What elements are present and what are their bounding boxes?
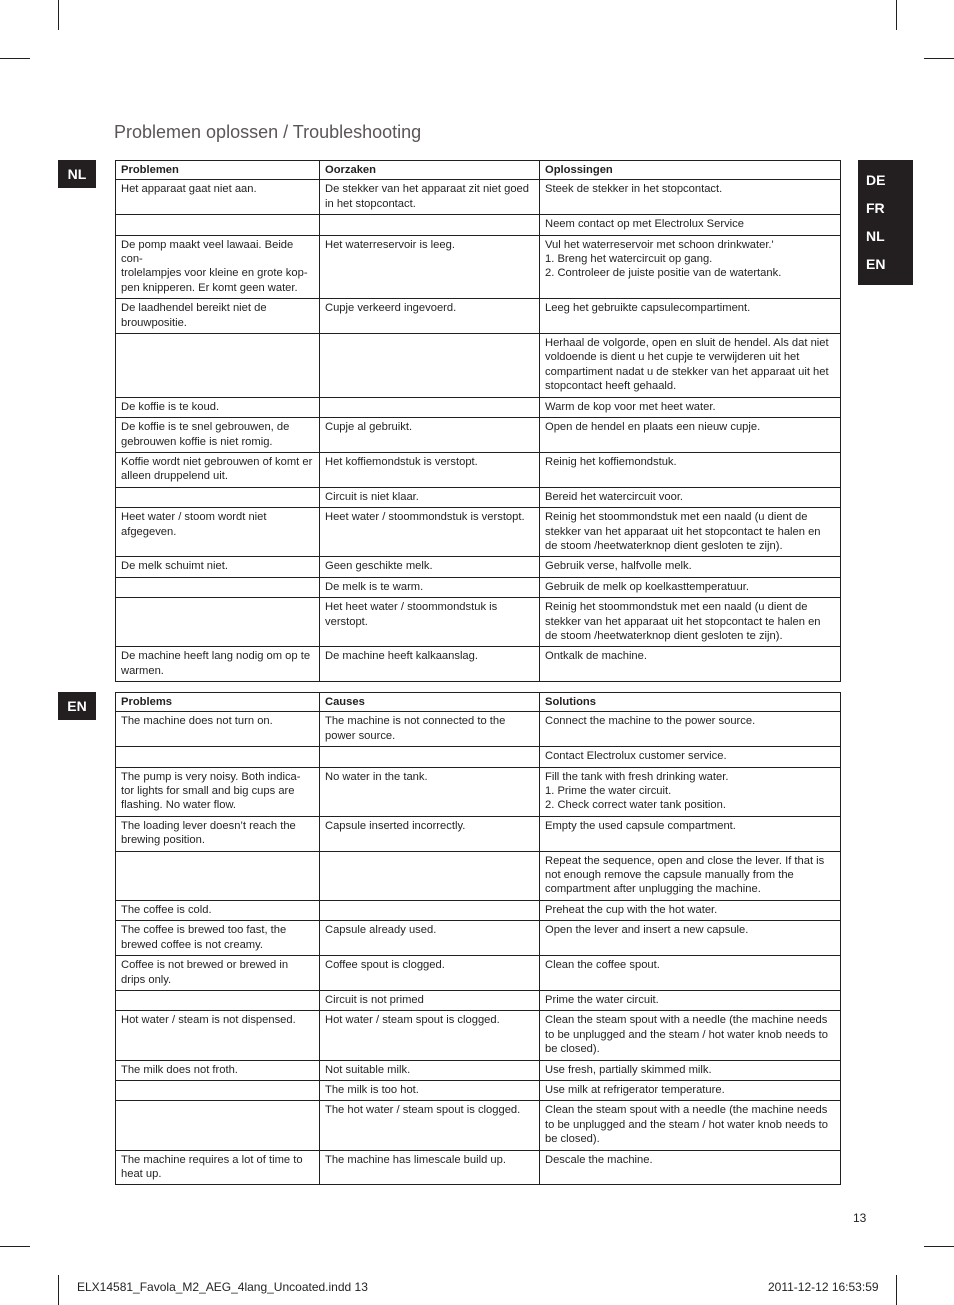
table-row bbox=[116, 1060, 841, 1080]
cause-cell bbox=[320, 747, 540, 767]
problem-cell bbox=[116, 215, 320, 235]
column-header-causes: Oorzaken bbox=[320, 161, 540, 180]
cause-cell: The machine has limescale build up. bbox=[320, 1150, 540, 1185]
lang-index-en: EN bbox=[866, 256, 886, 272]
cause-cell: Capsule inserted incorrectly. bbox=[320, 816, 540, 851]
problem-cell: De melk schuimt niet. bbox=[116, 557, 320, 577]
column-header-solutions: Oplossingen bbox=[540, 161, 841, 180]
solution-cell: Neem contact op met Electrolux Service bbox=[540, 215, 841, 235]
problem-cell: Koffie wordt niet gebrouwen of komt er alleen druppelend uit. bbox=[116, 452, 320, 487]
cause-cell: Not suitable milk. bbox=[320, 1060, 540, 1080]
cause-cell: Coffee spout is clogged. bbox=[320, 956, 540, 991]
table-row bbox=[116, 397, 841, 417]
problem-cell: Heet water / stoom wordt niet afgegeven. bbox=[116, 508, 320, 557]
cause-cell: No water in the tank. bbox=[320, 767, 540, 816]
cause-cell: Cupje al gebruikt. bbox=[320, 418, 540, 453]
lang-tag-nl: NL bbox=[58, 160, 96, 188]
solution-cell: Clean the steam spout with a needle (the machine needs to be unplugged and the steam / hot water knob needs to be closed). bbox=[540, 1101, 841, 1150]
troubleshooting-table-nl bbox=[115, 160, 841, 682]
table-row bbox=[116, 1011, 841, 1060]
table-row bbox=[116, 900, 841, 920]
problem-cell: The coffee is cold. bbox=[116, 900, 320, 920]
problem-cell: Het apparaat gaat niet aan. bbox=[116, 180, 320, 215]
cause-cell bbox=[320, 900, 540, 920]
cause-cell: Capsule already used. bbox=[320, 921, 540, 956]
table-row bbox=[116, 1080, 841, 1100]
solution-cell: Contact Electrolux customer service. bbox=[540, 747, 841, 767]
table-row bbox=[116, 299, 841, 334]
table-row bbox=[116, 767, 841, 816]
problem-cell: Coffee is not brewed or brewed in drips only. bbox=[116, 956, 320, 991]
table-row bbox=[116, 921, 841, 956]
column-header-problems: Problemen bbox=[116, 161, 320, 180]
problem-cell: De pomp maakt veel lawaai. Beide con- trolelampjes voor kleine en grote kop- pen knipperen. Er komt geen water. bbox=[116, 235, 320, 299]
cause-cell: Cupje verkeerd ingevoerd. bbox=[320, 299, 540, 334]
solution-cell: Open de hendel en plaats een nieuw cupje. bbox=[540, 418, 841, 453]
table-row bbox=[116, 215, 841, 235]
solution-cell: Repeat the sequence, open and close the lever. If that is not enough remove the capsule manually from the compartment after unplugging the machine. bbox=[540, 851, 841, 900]
table-row bbox=[116, 452, 841, 487]
table-row bbox=[116, 747, 841, 767]
solution-cell: Ontkalk de machine. bbox=[540, 647, 841, 682]
table-row bbox=[116, 577, 841, 597]
table-row bbox=[116, 235, 841, 299]
crop-mark-top-right-v bbox=[896, 0, 897, 30]
page-title: Problemen oplossen / Troubleshooting bbox=[114, 122, 422, 142]
problem-cell bbox=[116, 851, 320, 900]
cause-cell: De stekker van het apparaat zit niet goed in het stopcontact. bbox=[320, 180, 540, 215]
solution-cell: Clean the steam spout with a needle (the machine needs to be unplugged and the steam / hot water knob needs to be closed). bbox=[540, 1011, 841, 1060]
crop-mark-bottom-left-h bbox=[0, 1246, 30, 1247]
problem-cell: Hot water / steam is not dispensed. bbox=[116, 1011, 320, 1060]
solution-cell: Reinig het stoommondstuk met een naald (u dient de stekker van het apparaat uit het stopcontact te halen en de stoom /heetwaterknop dient gesloten te zijn). bbox=[540, 508, 841, 557]
problem-cell: The pump is very noisy. Both indica- tor lights for small and big cups are flashing. No water flow. bbox=[116, 767, 320, 816]
problem-cell: De machine heeft lang nodig om op te warmen. bbox=[116, 647, 320, 682]
crop-mark-top-left-h bbox=[0, 58, 30, 59]
problem-cell: De koffie is te snel gebrouwen, de gebrouwen koffie is niet romig. bbox=[116, 418, 320, 453]
problem-cell: The machine requires a lot of time to heat up. bbox=[116, 1150, 320, 1185]
crop-mark-bottom-right-h bbox=[924, 1246, 954, 1247]
table-row bbox=[116, 487, 841, 507]
solution-cell: Descale the machine. bbox=[540, 1150, 841, 1185]
solution-cell: Reinig het stoommondstuk met een naald (u dient de stekker van het apparaat uit het stopcontact te halen en de stoom /heetwaterknop dient gesloten te zijn). bbox=[540, 598, 841, 647]
cause-cell: The hot water / steam spout is clogged. bbox=[320, 1101, 540, 1150]
problem-cell bbox=[116, 747, 320, 767]
table-row bbox=[116, 712, 841, 747]
lang-tag-en: EN bbox=[58, 692, 96, 720]
problem-cell bbox=[116, 334, 320, 398]
cause-cell: The milk is too hot. bbox=[320, 1080, 540, 1100]
table-body bbox=[116, 712, 841, 1185]
table-row bbox=[116, 851, 841, 900]
table-header-row bbox=[116, 161, 841, 180]
cause-cell: Circuit is niet klaar. bbox=[320, 487, 540, 507]
solution-cell: Use milk at refrigerator temperature. bbox=[540, 1080, 841, 1100]
solution-cell: Herhaal de volgorde, open en sluit de hendel. Als dat niet voldoende is dient u het cupje te verwijderen uit het compartiment nadat u de stekker van het apparaat uit het stopcontact heeft gehaald. bbox=[540, 334, 841, 398]
column-header-causes: Causes bbox=[320, 693, 540, 712]
crop-mark-top-left-v bbox=[58, 0, 59, 30]
solution-cell: Use fresh, partially skimmed milk. bbox=[540, 1060, 841, 1080]
solution-cell: Preheat the cup with the hot water. bbox=[540, 900, 841, 920]
table-row bbox=[116, 990, 841, 1010]
table-row bbox=[116, 180, 841, 215]
troubleshooting-table-en bbox=[115, 692, 841, 1185]
table-row bbox=[116, 598, 841, 647]
table-row bbox=[116, 956, 841, 991]
solution-cell: Open the lever and insert a new capsule. bbox=[540, 921, 841, 956]
problem-cell bbox=[116, 990, 320, 1010]
solution-cell: Empty the used capsule compartment. bbox=[540, 816, 841, 851]
problem-cell bbox=[116, 598, 320, 647]
solution-cell: Vul het waterreservoir met schoon drinkwater.' 1. Breng het watercircuit op gang. 2. Controleer de juiste positie van de watertank. bbox=[540, 235, 841, 299]
solution-cell: Prime the water circuit. bbox=[540, 990, 841, 1010]
problem-cell: The loading lever doesn’t reach the brewing position. bbox=[116, 816, 320, 851]
table-row bbox=[116, 508, 841, 557]
column-header-solutions: Solutions bbox=[540, 693, 841, 712]
cause-cell: De machine heeft kalkaanslag. bbox=[320, 647, 540, 682]
solution-cell: Gebruik de melk op koelkasttemperatuur. bbox=[540, 577, 841, 597]
problem-cell: The coffee is brewed too fast, the brewed coffee is not creamy. bbox=[116, 921, 320, 956]
footer-timestamp: 2011-12-12 16:53:59 bbox=[768, 1280, 879, 1294]
cause-cell bbox=[320, 215, 540, 235]
footer-file-info: ELX14581_Favola_M2_AEG_4lang_Uncoated.indd 13 bbox=[77, 1280, 368, 1294]
cause-cell bbox=[320, 851, 540, 900]
table-row bbox=[116, 1150, 841, 1185]
solution-cell: Warm de kop voor met heet water. bbox=[540, 397, 841, 417]
solution-cell: Reinig het koffiemondstuk. bbox=[540, 452, 841, 487]
problem-cell: De koffie is te koud. bbox=[116, 397, 320, 417]
cause-cell: The machine is not connected to the power source. bbox=[320, 712, 540, 747]
page-number: 13 bbox=[853, 1211, 867, 1225]
problem-cell bbox=[116, 1080, 320, 1100]
table-row bbox=[116, 418, 841, 453]
table-row bbox=[116, 816, 841, 851]
solution-cell: Steek de stekker in het stopcontact. bbox=[540, 180, 841, 215]
problem-cell: The machine does not turn on. bbox=[116, 712, 320, 747]
language-index bbox=[858, 160, 913, 285]
table-row bbox=[116, 334, 841, 398]
solution-cell: Leeg het gebruikte capsulecompartiment. bbox=[540, 299, 841, 334]
problem-cell bbox=[116, 1101, 320, 1150]
crop-mark-top-right-h bbox=[924, 58, 954, 59]
problem-cell: De laadhendel bereikt niet de brouwpositie. bbox=[116, 299, 320, 334]
solution-cell: Bereid het watercircuit voor. bbox=[540, 487, 841, 507]
table-body bbox=[116, 180, 841, 682]
solution-cell: Gebruik verse, halfvolle melk. bbox=[540, 557, 841, 577]
table-row bbox=[116, 647, 841, 682]
cause-cell: Hot water / steam spout is clogged. bbox=[320, 1011, 540, 1060]
table-header-row bbox=[116, 693, 841, 712]
cause-cell: Circuit is not primed bbox=[320, 990, 540, 1010]
problem-cell bbox=[116, 577, 320, 597]
table-row bbox=[116, 557, 841, 577]
cause-cell: Geen geschikte melk. bbox=[320, 557, 540, 577]
solution-cell: Connect the machine to the power source. bbox=[540, 712, 841, 747]
lang-index-nl: NL bbox=[866, 228, 885, 244]
cause-cell: Het waterreservoir is leeg. bbox=[320, 235, 540, 299]
problem-cell bbox=[116, 487, 320, 507]
solution-cell: Fill the tank with fresh drinking water. 1. Prime the water circuit. 2. Check correct water tank position. bbox=[540, 767, 841, 816]
column-header-problems: Problems bbox=[116, 693, 320, 712]
cause-cell bbox=[320, 397, 540, 417]
cause-cell: Heet water / stoommondstuk is verstopt. bbox=[320, 508, 540, 557]
crop-mark-bottom-left-v bbox=[58, 1275, 59, 1305]
crop-mark-bottom-right-v bbox=[896, 1275, 897, 1305]
lang-index-de: DE bbox=[866, 172, 886, 188]
cause-cell bbox=[320, 334, 540, 398]
table-row bbox=[116, 1101, 841, 1150]
cause-cell: Het koffiemondstuk is verstopt. bbox=[320, 452, 540, 487]
problem-cell: The milk does not froth. bbox=[116, 1060, 320, 1080]
lang-index-fr: FR bbox=[866, 200, 885, 216]
cause-cell: De melk is te warm. bbox=[320, 577, 540, 597]
cause-cell: Het heet water / stoommondstuk is verstopt. bbox=[320, 598, 540, 647]
solution-cell: Clean the coffee spout. bbox=[540, 956, 841, 991]
